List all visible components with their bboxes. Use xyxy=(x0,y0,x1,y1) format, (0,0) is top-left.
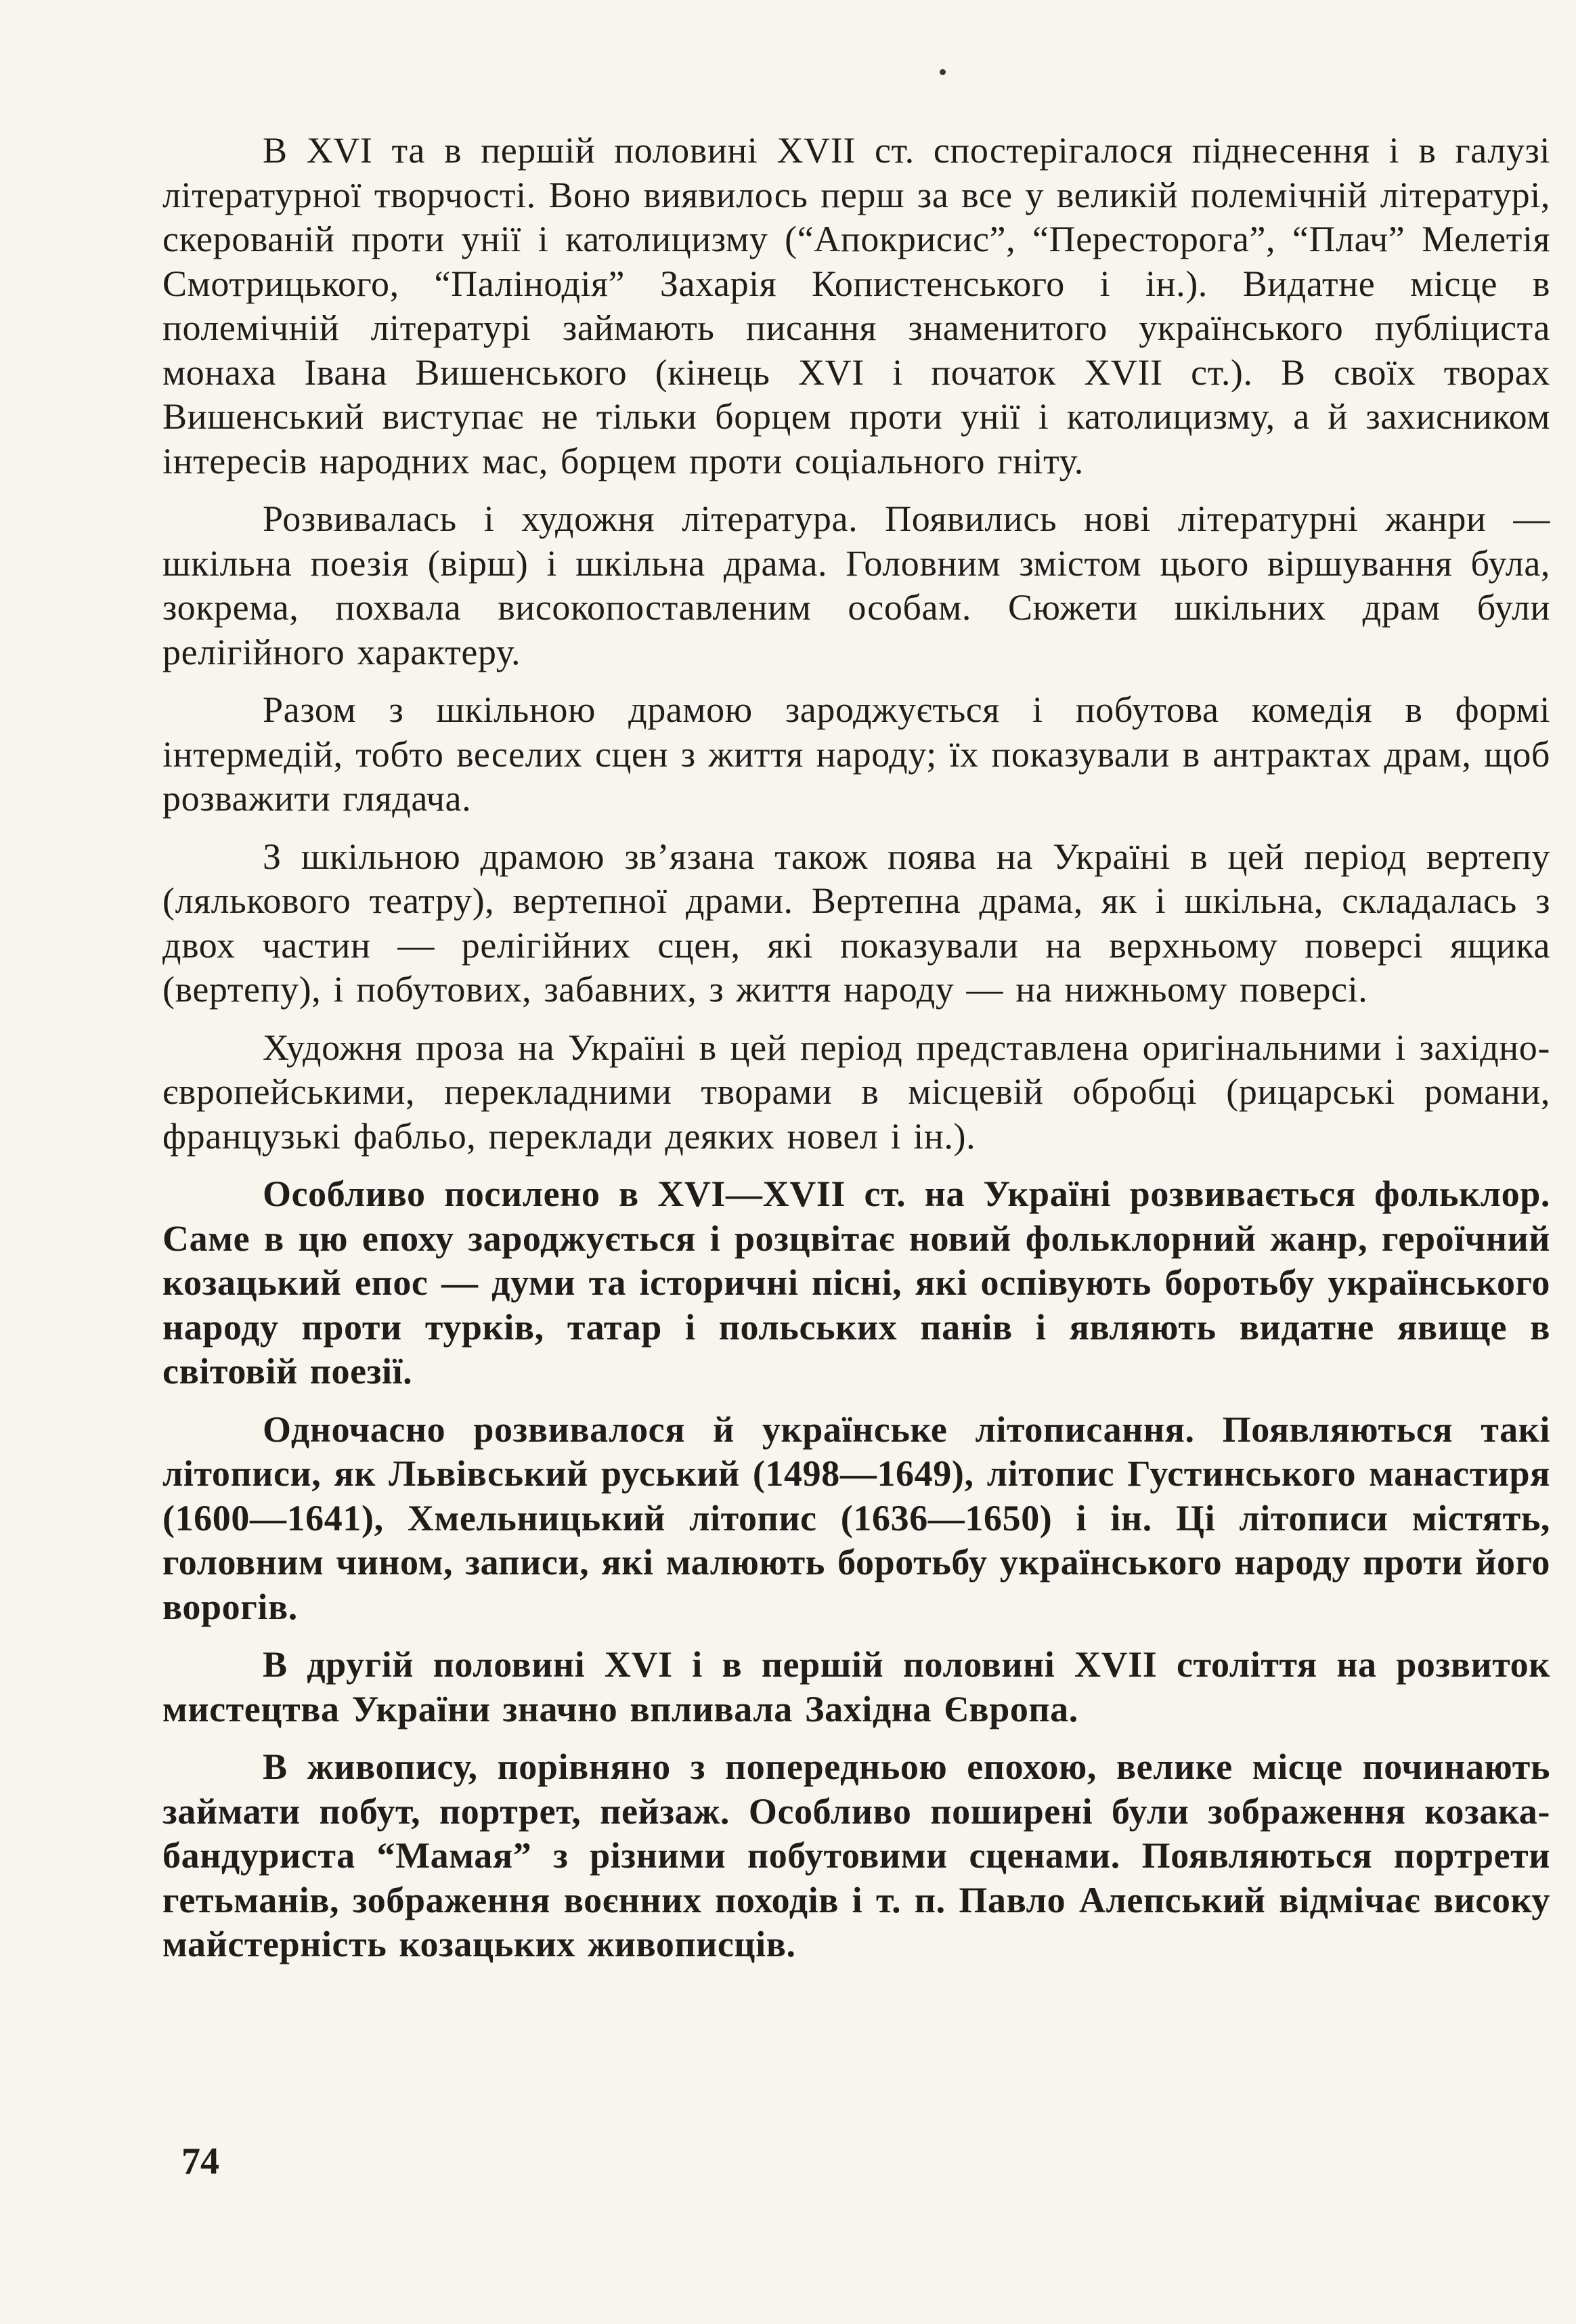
paragraph-art-europe: В другій половині XVI і в першій половині XVII століття на розвиток мистецтва України значно впливала Західна Європа. xyxy=(162,1644,1550,1729)
paragraph-comedy: Разом з шкільною драмою зароджується і побутова комедія в формі інтермедій, тобто веселих сцен з життя народу; їх показували в антрактах драм, щоб розважити глядача. xyxy=(162,689,1550,819)
ink-dot xyxy=(940,69,946,75)
paragraph-vertep: З шкільною драмою зв’язана також поява на Україні в цей період вертепу (лялькового театру), вертепної драми. Вертепна драма, як і шкільна, складалась з двох частин — релігійних сцен, які показували на верхньому поверсі ящика (вертепу), і побутових, забавних, з життя народу — на нижньому поверсі. xyxy=(162,836,1550,1010)
paragraph-fiction-literature: Розвивалась і художня література. Появились нові літературні жанри — шкільна поезія (вірш) і шкільна драма. Головним змістом цього віршування була, зокрема, похвала високопоставленим особам. Сюжети шкільних драм були релігійного характеру. xyxy=(162,498,1550,672)
paragraph-chronicles: Одночасно розвивалося й українське літописання. Появляються такі літописи, як Львівський руський (1498—1649), літопис Густинського манастиря (1600—1641), Хмельницький літопис (1636—1650) і ін. Ці літописи містять, головним чином, записи, які малюють боротьбу українського народу проти його ворогів. xyxy=(162,1408,1550,1627)
paragraph-prose: Художня проза на Україні в цей період представлена оригінальними і західно-європейськими, перекладними творами в місцевій обробці (рицарські романи, французькі фабльо, переклади деяких новел і ін.). xyxy=(162,1027,1550,1157)
paragraph-polemical-literature: В XVI та в першій половині XVII ст. спостерігалося піднесення і в галузі літературної творчості. Воно виявилось перш за все у великій полемічній літературі, скерованій проти унії і католицизму (“Апокрисис”, “Пересторога”, “Плач” Мелетія Смотрицького, “Палінодія” Захарія Копистенського і ін.). Видатне місце в полемічній літературі займають писання знаменитого українського публіциста монаха Івана Вишенського (кінець XVI і початок XVII ст.). В своїх творах Вишенський виступає не тільки борцем проти унії і католицизму, а й захисником інтересів народних мас, борцем проти соціального гніту. xyxy=(162,130,1550,481)
page-number: 74 xyxy=(181,2140,219,2182)
page-body xyxy=(162,129,1550,1981)
paragraph-folklore: Особливо посилено в XVI—XVII ст. на Україні розвивається фольклор. Саме в цю епоху зароджується і розцвітає новий фольклорний жанр, героїчний козацький епос — думи та історичні пісні, які оспівують боротьбу українського народу проти турків, татар і польських панів і являють видатне явище в світовій поезії. xyxy=(162,1174,1550,1392)
paragraph-painting: В живопису, порівняно з попередньою епохою, велике місце починають займати побут, портрет, пейзаж. Особливо поширені були зображення козака-бандуриста “Мамая” з різними побутовими сценами. Появляються портрети гетьманів, зображення воєнних походів і т. п. Павло Алепський відмічає високу майстерність козацьких живописців. xyxy=(162,1746,1550,1964)
